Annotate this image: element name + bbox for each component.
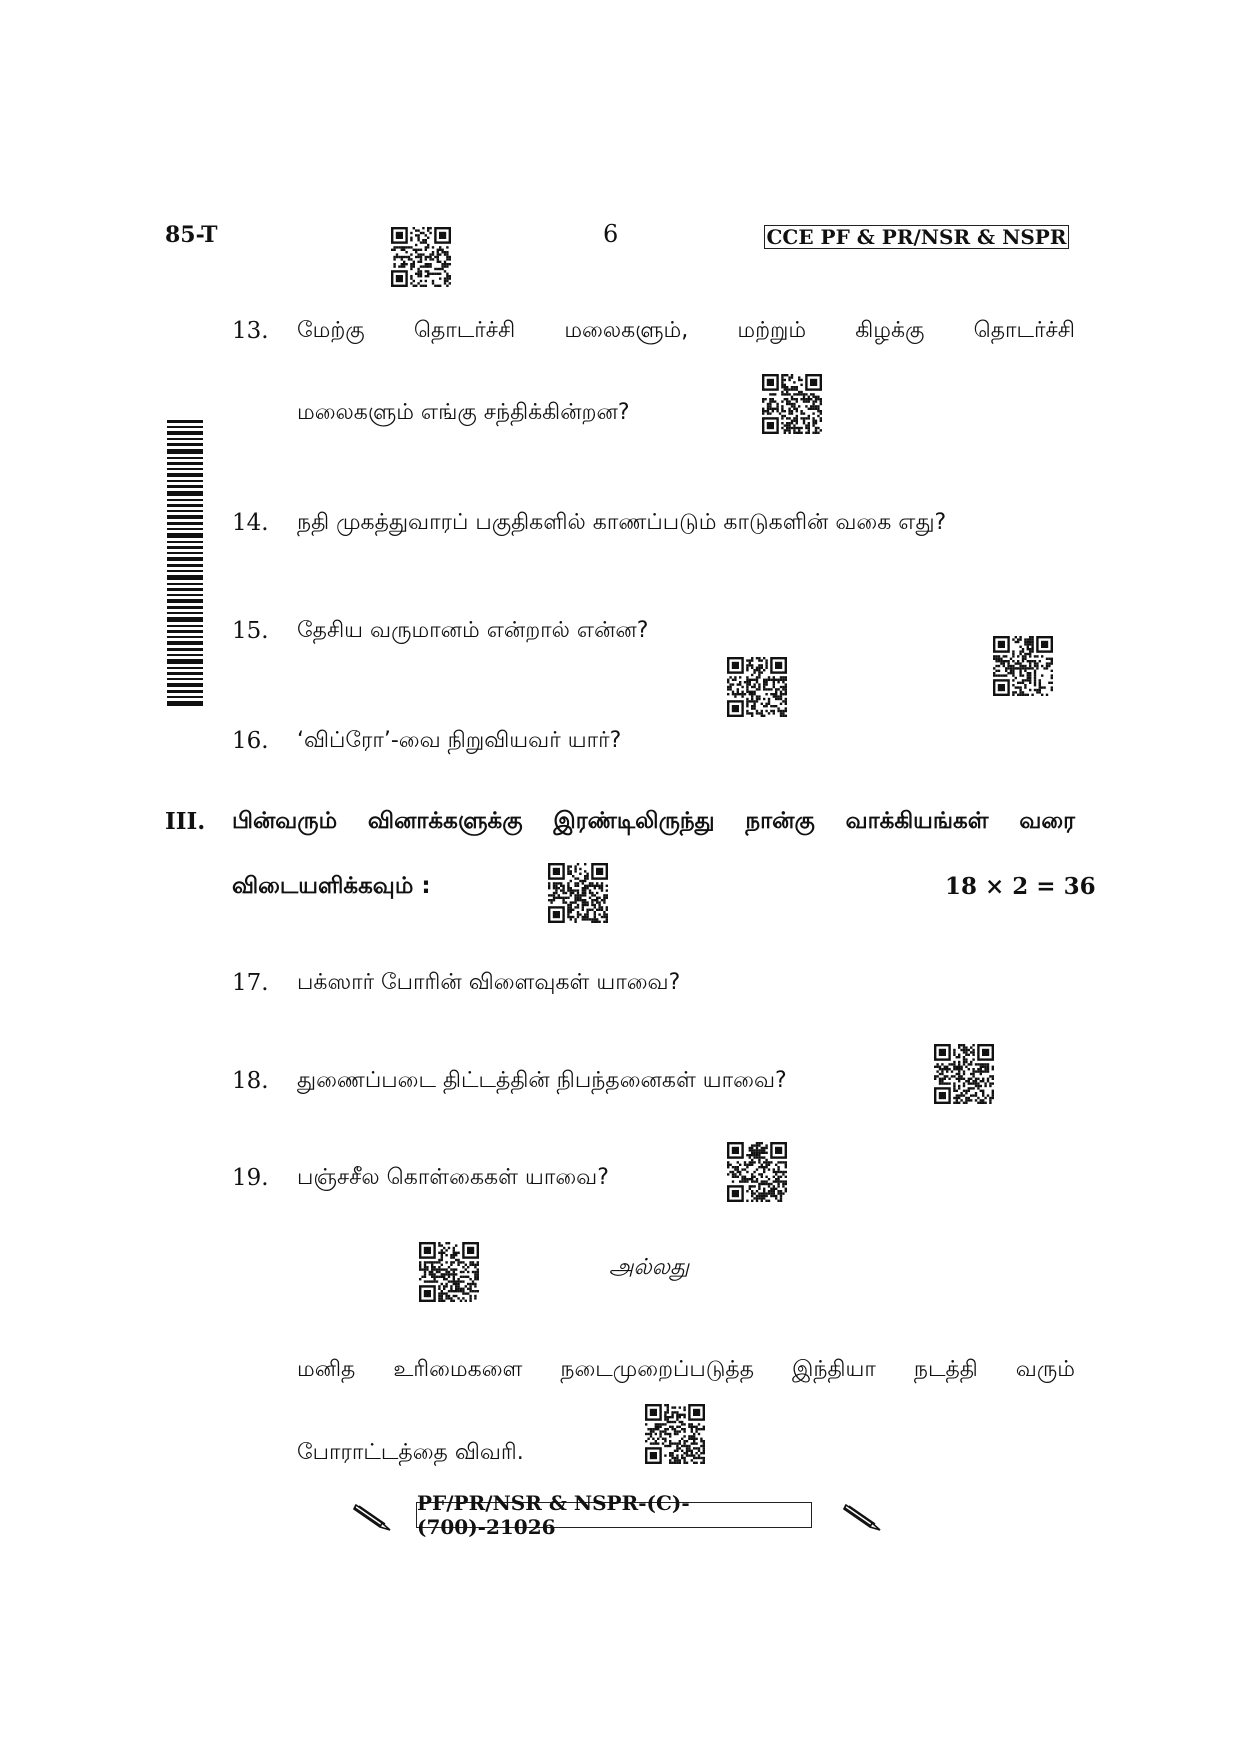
word: நடத்தி — [913, 1357, 978, 1382]
word: கிழக்கு — [855, 318, 925, 343]
exam-code-text: CCE PF & PR/NSR & NSPR — [766, 225, 1067, 249]
page-number: 6 — [603, 220, 619, 248]
question-13-line2: மலைகளும் எங்கு சந்திக்கின்றன? — [297, 400, 630, 425]
word: தொடர்ச்சி — [413, 318, 516, 343]
question-13-line1 — [297, 318, 1075, 346]
question-19-text: பஞ்சசீல கொள்கைகள் யாவை? — [297, 1165, 609, 1190]
pencil-icon — [842, 1497, 884, 1533]
qr-code-icon — [993, 636, 1053, 696]
word: மனித — [297, 1357, 356, 1382]
word: வினாக்களுக்கு — [367, 808, 523, 834]
word: தொடர்ச்சி — [973, 318, 1075, 343]
question-number: 17. — [232, 970, 269, 996]
word: மற்றும் — [737, 318, 807, 343]
question-15-text: தேசிய வருமானம் என்றால் என்ன? — [297, 618, 649, 643]
section-marks: 18 × 2 = 36 — [945, 873, 1096, 900]
qr-code-icon — [934, 1044, 994, 1104]
qr-code-icon — [391, 227, 451, 287]
exam-code-box — [764, 225, 1069, 249]
qr-code-icon — [419, 1242, 479, 1302]
word: வரும் — [1015, 1357, 1075, 1382]
alt-question-line1 — [297, 1357, 1075, 1385]
question-number: 14. — [232, 510, 269, 536]
qr-code-icon — [548, 863, 608, 923]
or-separator: அல்லது — [609, 1255, 690, 1280]
word: நடைமுறைப்படுத்த — [560, 1357, 755, 1382]
section-instruction-line2: விடையளிக்கவும் : — [232, 873, 431, 899]
question-number: 18. — [232, 1068, 269, 1094]
question-number: 15. — [232, 618, 269, 644]
question-number: 13. — [232, 318, 269, 344]
word: நான்கு — [745, 808, 815, 834]
footer-code-box — [416, 1491, 812, 1539]
qr-code-icon — [727, 1142, 787, 1202]
section-instruction-line1 — [232, 808, 1075, 837]
word: மேற்கு — [297, 318, 365, 343]
paper-code: 85-T — [165, 222, 218, 248]
alt-question-line2: போராட்டத்தை விவரி. — [297, 1440, 524, 1465]
qr-code-icon — [727, 657, 787, 717]
barcode-icon — [167, 420, 203, 710]
word: மலைகளும், — [564, 318, 689, 343]
word: உரிமைகளை — [393, 1357, 523, 1382]
question-number: 16. — [232, 728, 269, 754]
question-17-text: பக்ஸார் போரின் விளைவுகள் யாவை? — [297, 970, 681, 995]
word: வாக்கியங்கள் — [845, 808, 989, 834]
question-16-text: ‘விப்ரோ’-வை நிறுவியவர் யார்? — [297, 728, 622, 753]
qr-code-icon — [645, 1404, 705, 1464]
footer-code-text: PF/PR/NSR & NSPR-(C)-(700)-21026 — [417, 1491, 690, 1539]
pencil-icon — [352, 1497, 394, 1533]
word: இந்தியா — [791, 1357, 876, 1382]
qr-code-icon — [762, 374, 822, 434]
question-14-text: நதி முகத்துவாரப் பகுதிகளில் காணப்படும் காடுகளின் வகை எது? — [297, 510, 947, 535]
question-number: 19. — [232, 1165, 269, 1191]
question-18-text: துணைப்படை திட்டத்தின் நிபந்தனைகள் யாவை? — [297, 1068, 787, 1093]
section-number: III. — [165, 808, 206, 835]
word: வரை — [1019, 808, 1075, 834]
word: இரண்டிலிருந்து — [553, 808, 715, 834]
word: பின்வரும் — [232, 808, 338, 834]
